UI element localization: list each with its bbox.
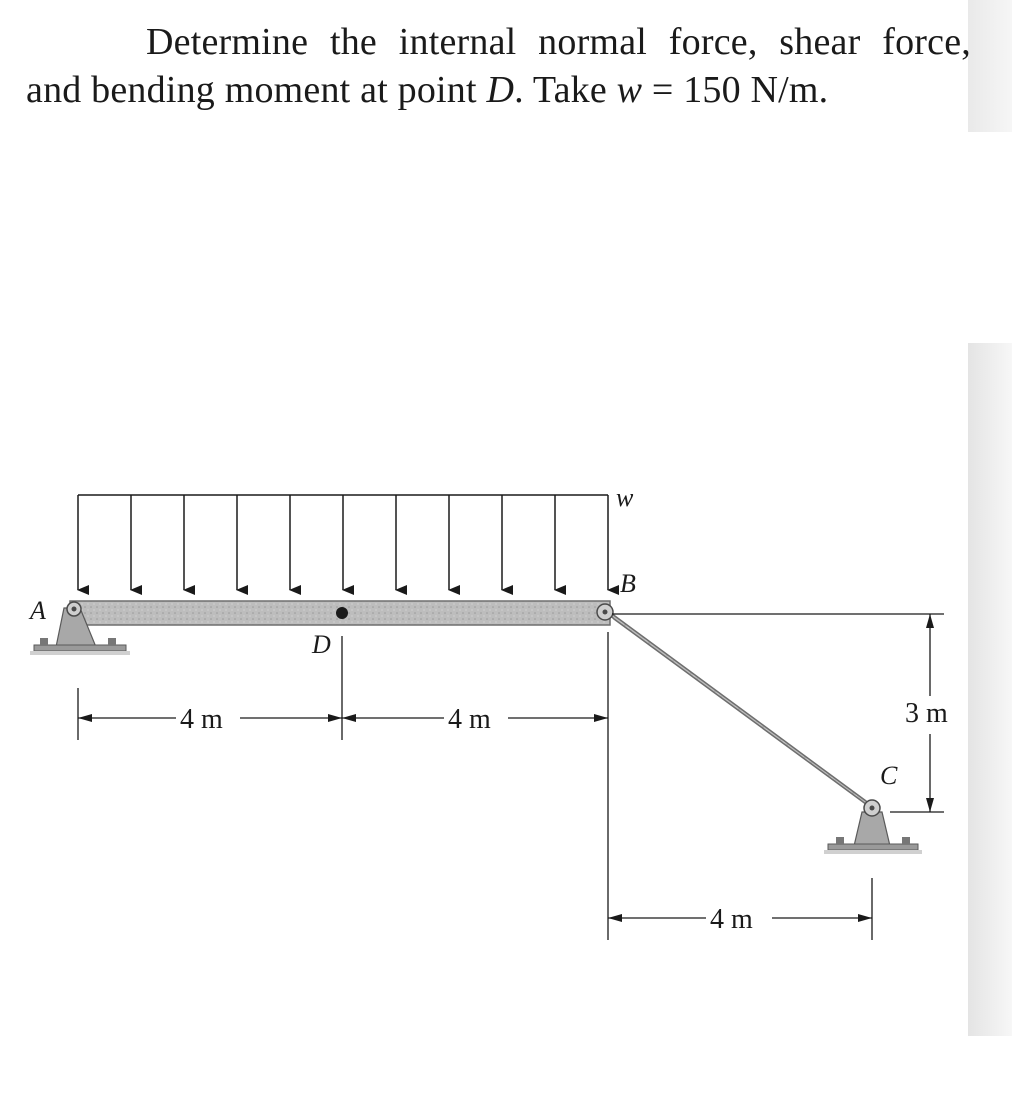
equals-sign: = (642, 69, 684, 111)
point-d-symbol: D (486, 69, 515, 111)
distributed-load (78, 495, 608, 590)
member-bc (600, 605, 878, 813)
load-symbol: w (616, 69, 643, 111)
dim-bc-vertical-label: 3 m (905, 698, 948, 729)
problem-line-1: Determine the internal normal force, shear force, (146, 21, 971, 63)
pin-support-c (824, 800, 922, 854)
dim-db-label: 4 m (448, 704, 491, 735)
label-w: w (616, 483, 634, 512)
label-b: B (620, 569, 636, 598)
label-a: A (30, 596, 46, 625)
dimension-lines (78, 614, 944, 940)
point-d-dot (336, 607, 348, 619)
label-c: C (880, 761, 898, 790)
pin-b (597, 604, 613, 620)
load-arrows (78, 495, 608, 590)
dim-ad-label: 4 m (180, 704, 223, 735)
load-value: 150 N/m. (683, 69, 829, 111)
dim-bc-horizontal-label: 4 m (710, 904, 753, 935)
problem-text-segment: and bending moment at point (26, 69, 487, 111)
label-d: D (312, 630, 331, 659)
dimension-arrowheads (78, 614, 934, 922)
problem-text-segment: . Take (514, 69, 617, 111)
